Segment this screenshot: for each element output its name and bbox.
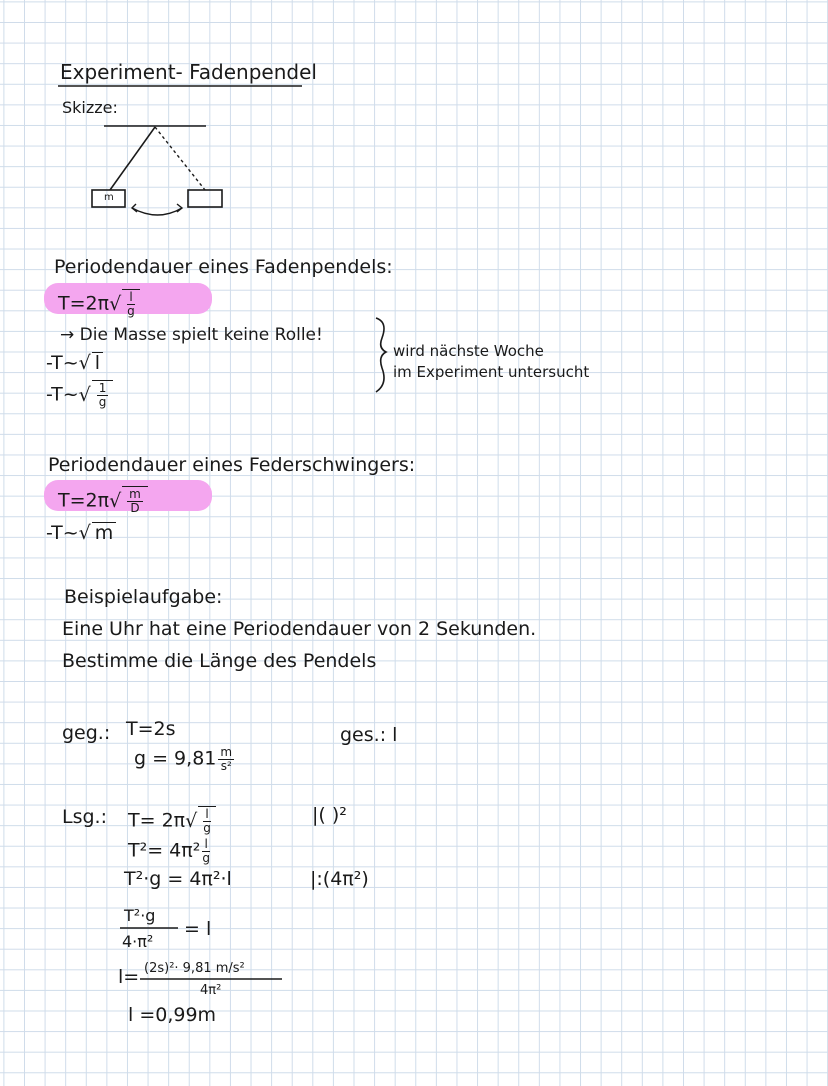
- step-3-operation: |:(4π²): [310, 868, 369, 890]
- result: l =0,99m: [128, 1004, 217, 1026]
- sketch-label: Skizze:: [62, 98, 118, 117]
- mass-note: → Die Masse spielt keine Rolle!: [60, 325, 323, 345]
- example-line-1: Eine Uhr hat eine Periodendauer von 2 Sekunden.: [62, 618, 537, 640]
- page-title: Experiment- Fadenpendel: [60, 60, 317, 84]
- step-4-rhs: = l: [184, 918, 212, 940]
- pendulum-heading: Periodendauer eines Fadenpendels:: [54, 256, 393, 278]
- example-line-2: Bestimme die Länge des Pendels: [62, 650, 377, 672]
- step-1-operation: |( )²: [312, 804, 347, 826]
- mass-label: m: [104, 192, 114, 203]
- given-T: T=2s: [126, 718, 176, 740]
- step-3: T²·g = 4π²·l: [124, 868, 232, 890]
- pendulum-formula-den: g: [127, 303, 135, 318]
- brace-note-line-1: wird nächste Woche: [393, 342, 544, 360]
- given-g: g = 9,81 $\frac{m}{\text{s²}}$: [134, 745, 233, 773]
- sought: ges.: l: [340, 724, 398, 746]
- curly-brace: [376, 318, 386, 392]
- pendulum-prop-1: -T~√ l: [46, 352, 103, 373]
- pendulum-formula: T=2π√ $\frac{l}{g}$: [58, 289, 140, 317]
- spring-prop: -T~√ m: [46, 522, 116, 543]
- step-5-lhs: l=: [118, 966, 140, 988]
- step-4-denominator: 4·π²: [122, 932, 154, 951]
- pendulum-mass-right: [188, 190, 222, 207]
- pendulum-string-dashed: [155, 127, 205, 190]
- step-5-denominator: 4π²: [200, 983, 222, 998]
- step-1: T= 2π√ $\frac{l}{g}$: [128, 806, 216, 834]
- step-4-numerator: T²·g: [124, 906, 156, 925]
- pendulum-prop-1-radicand: l: [92, 352, 103, 373]
- swing-arrow: [132, 208, 182, 215]
- step-5-numerator: (2s)²· 9,81 m/s²: [144, 961, 245, 976]
- pendulum-string: [110, 127, 155, 190]
- example-heading: Beispielaufgabe:: [64, 586, 223, 608]
- step-2: T²= 4π² $\frac{l}{g}$: [128, 837, 210, 865]
- pendulum-formula-num: l: [129, 290, 133, 304]
- brace-note-line-2: im Experiment untersucht: [393, 363, 590, 381]
- given-label: geg.:: [62, 722, 111, 744]
- pendulum-formula-lhs: T=2π: [58, 292, 110, 315]
- pendulum-prop-2: -T~√ $\frac{1}{g}$: [46, 380, 113, 408]
- spring-heading: Periodendauer eines Federschwingers:: [48, 454, 416, 476]
- spring-formula: T=2π√ $\frac{m}{D}$: [58, 486, 148, 514]
- solution-label: Lsg.:: [62, 806, 107, 828]
